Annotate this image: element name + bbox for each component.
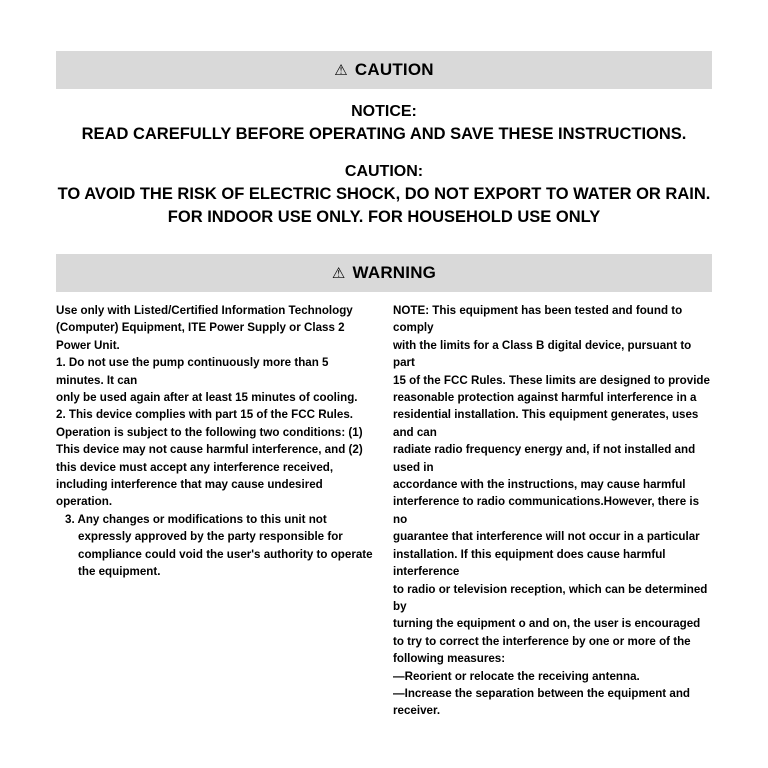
right-paragraph-7: to radio or television reception, which can be determined by <box>393 582 708 613</box>
right-paragraph-5: accordance with the instructions, may cause harmful interference to radio communications.However, there is no <box>393 478 700 526</box>
right-paragraph-1: NOTE: This equipment has been tested and found to comply <box>393 304 683 335</box>
caution-banner <box>56 51 712 89</box>
right-column <box>393 302 712 720</box>
right-paragraph-8: turning the equipment o and on, the user is encouraged to try to correct the interference by one or more of the following measures: <box>393 617 701 666</box>
left-paragraph-2: 1. Do not use the pump continuously more than 5 minutes. It can <box>56 356 329 387</box>
notice-heading: NOTICE: <box>351 103 417 120</box>
spacer <box>56 146 712 160</box>
notice-line-3: FOR INDOOR USE ONLY. FOR HOUSEHOLD USE ONLY <box>167 208 601 226</box>
caution-heading: CAUTION: <box>344 163 424 180</box>
right-paragraph-4: radiate radio frequency energy and, if not installed and used in <box>393 443 696 474</box>
warning-triangle-icon: ⚠ <box>334 61 348 79</box>
right-paragraph-3: 15 of the FCC Rules. These limits are designed to provide reasonable protection against harmful interference in a residential installation. This equipment generates, uses and can <box>393 373 710 439</box>
right-paragraph-9: —Reorient or relocate the receiving antenna. <box>393 669 640 683</box>
left-column <box>56 302 375 720</box>
warning-banner <box>56 254 712 292</box>
right-paragraph-10: —Increase the separation between the equipment and receiver. <box>393 686 690 718</box>
caution-banner-label: CAUTION <box>354 60 434 79</box>
right-paragraph-6: guarantee that interference will not occur in a particular installation. If this equipment does cause harmful interference <box>393 530 700 579</box>
right-paragraph-2: with the limits for a Class B digital device, pursuant to part <box>393 338 692 370</box>
warning-banner-label: WARNING <box>352 263 437 282</box>
left-paragraph-5: 3. Any changes or modifications to this unit not expressly approved by the party responsible for compliance could void the user's authority to operate the equipment. <box>65 512 373 579</box>
left-paragraph-3: only be used again after at least 15 minutes of cooling. <box>56 391 358 405</box>
warning-triangle-icon: ⚠ <box>331 264 346 282</box>
notice-block <box>56 100 712 229</box>
notice-line-2: TO AVOID THE RISK OF ELECTRIC SHOCK, DO NOT EXPORT TO WATER OR RAIN. <box>57 185 711 203</box>
left-paragraph-4: 2. This device complies with part 15 of the FCC Rules. Operation is subject to the following two conditions: (1) This device may not cause harmful interference, and (2) this device must accept any interference received, including interference that may cause undesired operation. <box>56 408 363 509</box>
notice-line-1: READ CAREFULLY BEFORE OPERATING AND SAVE THESE INSTRUCTIONS. <box>81 125 687 143</box>
body-columns <box>56 302 712 720</box>
left-paragraph-1: Use only with Listed/Certified Information Technology (Computer) Equipment, ITE Power Supply or Class 2 Power Unit. <box>56 304 353 352</box>
